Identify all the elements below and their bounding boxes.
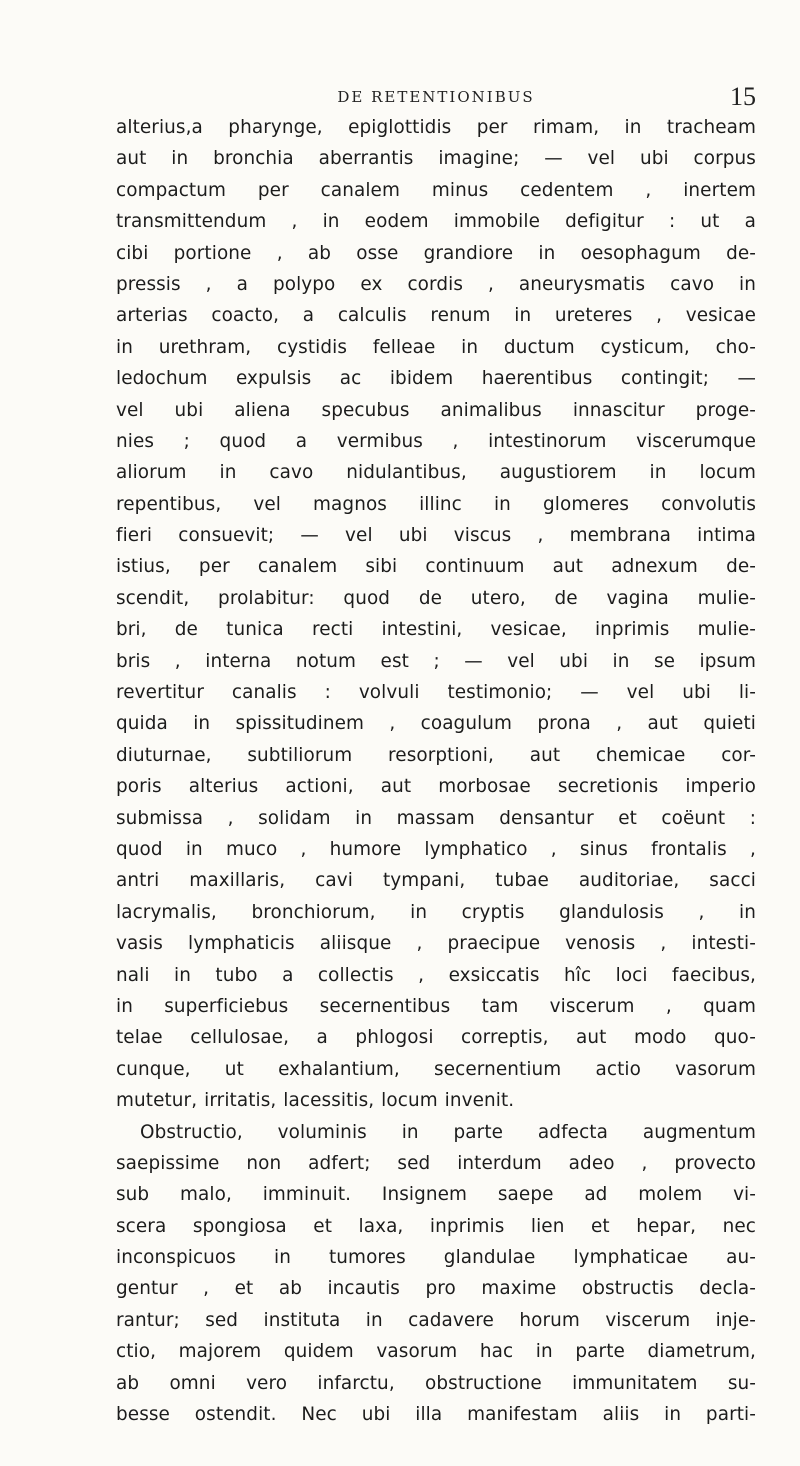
text-line: vasis lymphaticis aliisque , praecipue venosis , intesti- [116, 933, 756, 955]
text-line: ledochum expulsis ac ibidem haerentibus contingit; — [116, 368, 756, 390]
text-line: pressis , a polypo ex cordis , aneurysmatis cavo in [116, 273, 756, 295]
text-line: cunque, ut exhalantium, secernentium actio vasorum [116, 1058, 756, 1080]
text-line: lacrymalis, bronchiorum, in cryptis glandulosis , in [116, 901, 756, 923]
text-line: aut in bronchia aberrantis imagine; — vel ubi corpus [116, 148, 756, 170]
text-line: bris , interna notum est ; — vel ubi in se ipsum [116, 650, 756, 672]
text-line: repentibus, vel magnos illinc in glomeres convolutis [116, 493, 756, 515]
text-line: rantur; sed instituta in cadavere horum viscerum inje- [116, 1309, 756, 1331]
text-line: ctio, majorem quidem vasorum hac in parte diametrum, [116, 1341, 756, 1363]
text-line: istius, per canalem sibi continuum aut adnexum de- [116, 556, 756, 578]
text-line: besse ostendit. Nec ubi illa manifestam aliis in parti- [116, 1404, 756, 1426]
text-line: gentur , et ab incautis pro maxime obstructis decla- [116, 1278, 756, 1300]
text-line: aliorum in cavo nidulantibus, augustiorem in locum [116, 462, 756, 484]
text-line: antri maxillaris, cavi tympani, tubae auditoriae, sacci [116, 870, 756, 892]
paragraph-end-line: mutetur, irritatis, lacessitis, locum invenit. [116, 1090, 515, 1112]
text-line: bri, de tunica recti intestini, vesicae, inprimis mulie- [116, 619, 756, 641]
text-line: sub malo, imminuit. Insignem saepe ad molem vi- [116, 1184, 756, 1206]
text-line: scendit, prolabitur: quod de utero, de vagina mulie- [116, 587, 756, 609]
text-line: quida in spissitudinem , coagulum prona , aut quieti [116, 713, 756, 735]
text-line: revertitur canalis : volvuli testimonio; — vel ubi li- [116, 682, 756, 704]
text-line: in superficiebus secernentibus tam viscerum , quam [116, 995, 756, 1017]
text-line: arterias coacto, a calculis renum in ureteres , vesicae [116, 305, 756, 327]
text-line: scera spongiosa et laxa, inprimis lien et hepar, nec [116, 1215, 756, 1237]
text-line: in urethram, cystidis felleae in ductum cysticum, cho- [116, 336, 756, 358]
text-line: transmittendum , in eodem immobile defigitur : ut a [116, 211, 756, 233]
body-text [116, 112, 756, 1430]
text-line: cibi portione , ab osse grandiore in oesophagum de- [116, 242, 756, 264]
text-line: alterius,a pharynge, epiglottidis per rimam, in tracheam [116, 117, 756, 138]
running-title: DE RETENTIONIBUS [337, 88, 535, 106]
page-number: 15 [730, 82, 756, 111]
text-line: inconspicuos in tumores glandulae lymphaticae au- [116, 1247, 756, 1269]
text-line: saepissime non adfert; sed interdum adeo , provecto [116, 1152, 756, 1174]
text-line: nies ; quod a vermibus , intestinorum viscerumque [116, 430, 756, 452]
text-line: quod in muco , humore lymphatico , sinus frontalis , [116, 838, 756, 860]
text-line: diuturnae, subtiliorum resorptioni, aut chemicae cor- [116, 744, 756, 766]
text-line: compactum per canalem minus cedentem , inertem [116, 179, 756, 201]
text-line: poris alterius actioni, aut morbosae secretionis imperio [116, 776, 756, 798]
text-line: ab omni vero infarctu, obstructione immunitatem su- [116, 1372, 756, 1394]
paragraph-start-line: Obstructio, voluminis in parte adfecta augmentum [140, 1121, 756, 1143]
text-line: telae cellulosae, a phlogosi correptis, aut modo quo- [116, 1027, 756, 1049]
text-line: nali in tubo a collectis , exsiccatis hîc loci faecibus, [116, 964, 756, 986]
text-line: vel ubi aliena specubus animalibus innascitur proge- [116, 399, 756, 421]
text-line: fieri consuevit; — vel ubi viscus , membrana intima [116, 525, 756, 547]
text-line: submissa , solidam in massam densantur et coëunt : [116, 807, 756, 829]
